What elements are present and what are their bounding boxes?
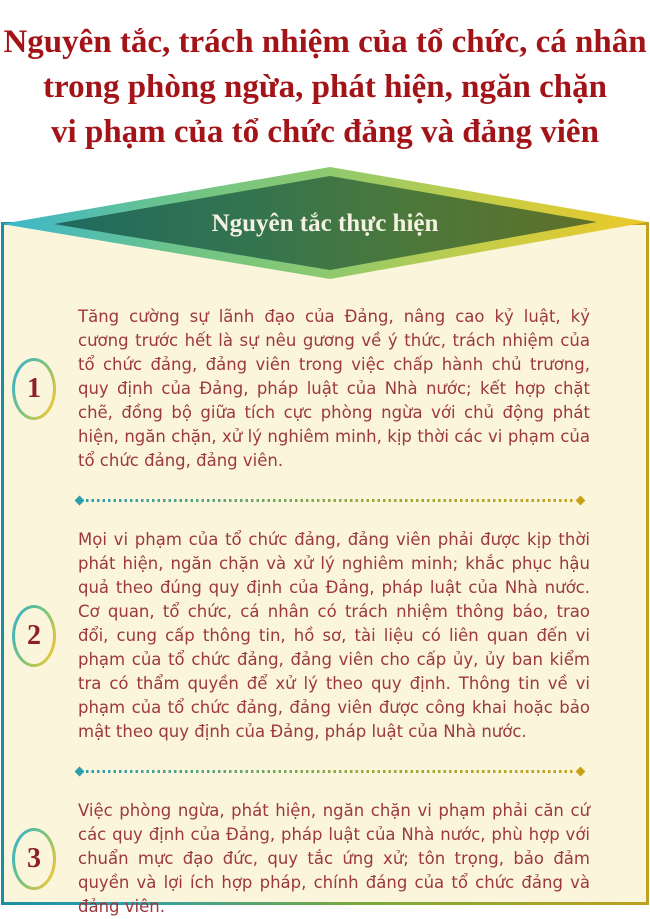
- separator-left-diamond-icon: [75, 767, 85, 777]
- section-2-number: 2: [15, 608, 53, 664]
- banner-diamond-shape: [0, 164, 650, 282]
- page-title-line-3: vi phạm của tổ chức đảng và đảng viên: [51, 114, 599, 150]
- separator-dotted-line: [86, 770, 574, 773]
- section-1: [12, 305, 590, 473]
- separator-1: [76, 497, 584, 504]
- separator-dotted-line: [86, 499, 574, 502]
- separator-left-diamond-icon: [75, 496, 85, 506]
- section-2-number-badge: [12, 605, 56, 667]
- section-2-text: Mọi vi phạm của tổ chức đảng, đảng viên phải được kịp thời phát hiện, ngăn chặn và xử lý nghiêm minh; khắc phục hậu quả theo đúng quy định của Đảng, pháp luật của Nhà nước. Cơ quan, tổ chức, cá nhân có trách nhiệm thông báo, trao đổi, cung cấp thông tin, hồ sơ, tài liệu có liên quan đến vi phạm của tổ chức đảng, đảng viên cho cấp ủy, ủy ban kiểm tra có thẩm quyền để xử lý theo quy định. Thông tin về vi phạm của tổ chức đảng, đảng viên được công khai hoặc bảo mật theo quy định của Đảng, pháp luật của Nhà nước.: [78, 530, 590, 741]
- page-title: [0, 0, 650, 155]
- section-2: [12, 528, 590, 744]
- page-title-line-2: trong phòng ngừa, phát hiện, ngăn chặn: [43, 69, 607, 105]
- section-3-text: Việc phòng ngừa, phát hiện, ngăn chặn vi phạm phải căn cứ các quy định của Đảng, pháp luật của Nhà nước, phù hợp với chuẩn mực đạo đức, quy tắc ứng xử; tôn trọng, bảo đảm quyền và lợi ích hợp pháp, chính đáng của tổ chức đảng và đảng viên.: [78, 801, 590, 916]
- content-panel-border: [1, 222, 649, 916]
- section-1-text: Tăng cường sự lãnh đạo của Đảng, nâng cao kỷ luật, kỷ cương trước hết là sự nêu gương về ý thức, trách nhiệm của tổ chức đảng, đảng viên trong việc chấp hành chủ trương, quy định của Đảng, pháp luật của Nhà nước; kết hợp chặt chẽ, đồng bộ giữa tích cực phòng ngừa với chủ động phát hiện, ngăn chặn, xử lý nghiêm minh, kịp thời các vi phạm của tổ chức đảng, đảng viên.: [78, 307, 590, 470]
- page-title-line-1: Nguyên tắc, trách nhiệm của tổ chức, cá nhân: [3, 24, 647, 60]
- separator-right-diamond-icon: [576, 767, 586, 777]
- content-panel: [4, 225, 646, 916]
- separator-right-diamond-icon: [576, 496, 586, 506]
- banner-label: Nguyên tắc thực hiện: [211, 210, 439, 237]
- section-3-number-badge: [12, 828, 56, 890]
- section-3: [12, 799, 590, 919]
- section-1-number-badge: [12, 358, 56, 420]
- separator-2: [76, 768, 584, 775]
- section-1-number: 1: [15, 361, 53, 417]
- section-3-number: 3: [15, 831, 53, 887]
